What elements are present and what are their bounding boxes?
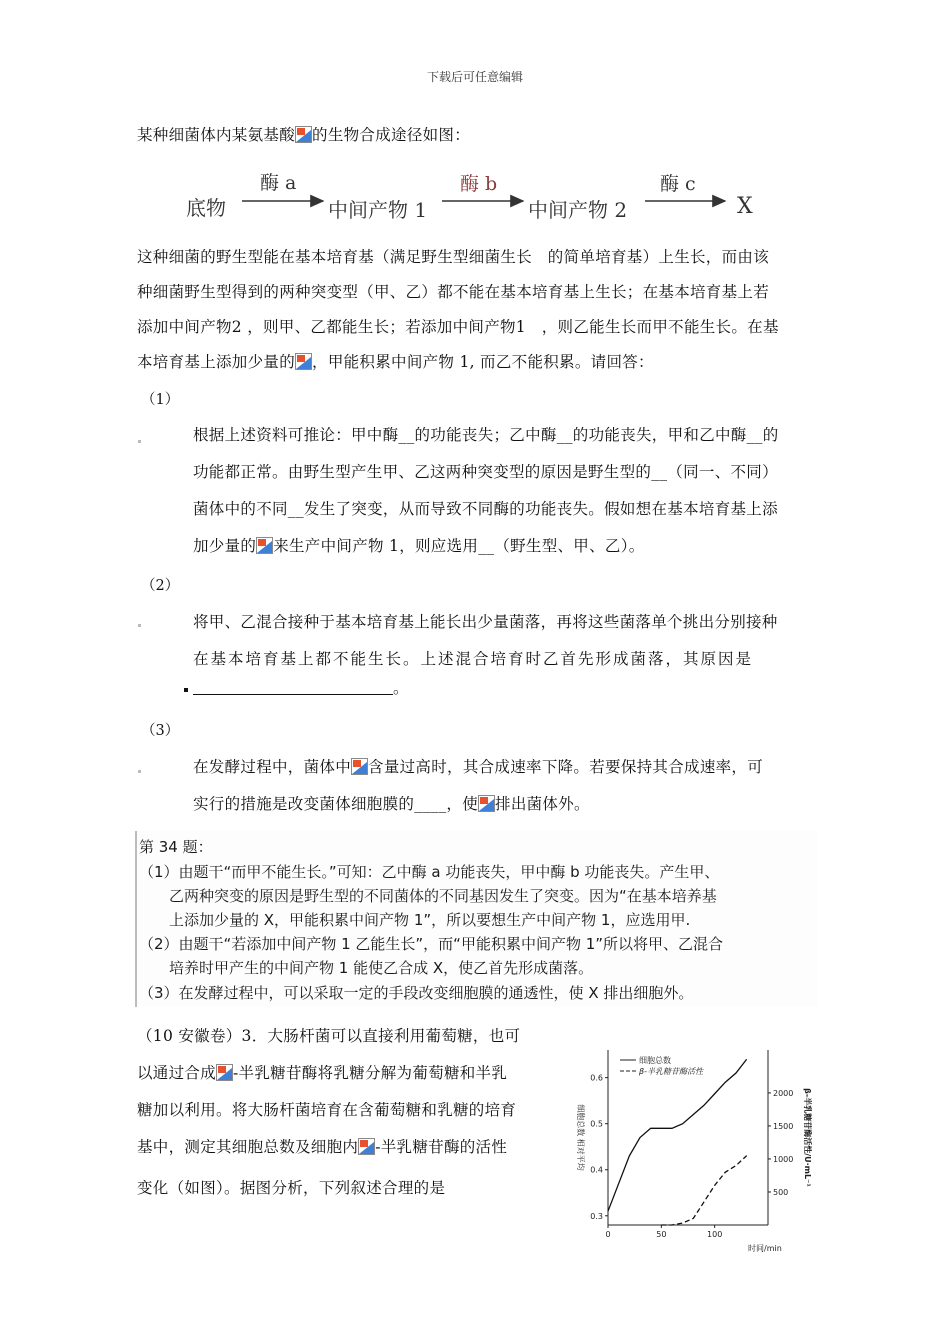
- node-intermediate-1: 中间产物 1: [328, 198, 428, 222]
- y-tick-label: 0.5: [590, 1119, 603, 1129]
- bullet-dot: [138, 624, 141, 627]
- legend-label-enzyme: β-半乳糖苷酶活性: [639, 1067, 703, 1076]
- enzyme-b-label: 酶 b: [460, 173, 498, 195]
- growth-chart: [560, 1040, 820, 1255]
- series-line-enzyme-activity: [661, 1156, 746, 1225]
- next-question-line-3: 糖加以利用。将大肠杆菌培育在含葡萄糖和乳糖的培育: [137, 1101, 517, 1119]
- pathway-diagram: [180, 166, 800, 226]
- next-question-line-5: 变化（如图）。据图分析，下列叙述合理的是: [137, 1179, 446, 1197]
- answer-line-3: 上添加少量的 X，甲能积累中间产物 1”，所以要想生产中间产物 1，应选用甲.: [139, 911, 691, 929]
- paragraph-line-1: 这种细菌的野生型能在基本培育基（满足野生型细菌生长 的简单培育基）上生长，而由该: [137, 248, 770, 266]
- question-2-end: 。: [393, 679, 409, 697]
- y-tick-label: 0.6: [590, 1073, 603, 1083]
- question-3-line-2: [193, 786, 815, 823]
- legend-label-cells: 细胞总数: [639, 1056, 671, 1065]
- answer-line-6: （3）在发酵过程中，可以采取一定的手段改变细胞膜的通透性，使 X 排出细胞外。: [139, 984, 694, 1002]
- bullet-dot: [138, 440, 141, 443]
- y2-tick-label: 1000: [773, 1154, 794, 1164]
- paragraph-line-4-b: ，甲能积累中间产物 1, 而乙不能积累。请回答：: [312, 353, 654, 371]
- y2-tick-label: 2000: [773, 1088, 794, 1098]
- x-axis-label: 时间/min: [748, 1244, 782, 1253]
- question-1-line-4-b: 来生产中间产物 1，则应选用__（野生型、甲、乙）。: [273, 537, 645, 555]
- question-3-number: （3）: [141, 723, 180, 739]
- bullet-dot: [184, 688, 188, 692]
- chart-svg: [560, 1040, 820, 1255]
- y-tick-label: 0.4: [590, 1165, 603, 1175]
- enzyme-c-label: 酶 c: [660, 173, 696, 195]
- paragraph-line-3: 添加中间产物2 ，则甲、乙都能生长；若添加中间产物1 ，则乙能生长而甲不能生长。在基: [137, 318, 779, 336]
- next-question-line-2-b: -半乳糖苷酶将乳糖分解为葡萄糖和半乳: [233, 1064, 508, 1082]
- paragraph-line-4: [137, 345, 654, 380]
- question-1-line-2: 功能都正常。由野生型产生甲、乙这两种突变型的原因是野生型的__（同一、不同）: [193, 463, 778, 481]
- paragraph-line-2: 种细菌野生型得到的两种突变型（甲、乙）都不能在基本培育基上生长；在基本培育基上若: [137, 283, 770, 301]
- missing-image-icon: [295, 126, 312, 143]
- question-3-line-2-a: 实行的措施是改变菌体细胞膜的____，使: [193, 795, 479, 813]
- node-substrate: 底物: [186, 196, 226, 220]
- y-axis-label: 细胞总数 相对平均: [576, 1104, 585, 1171]
- next-question-line-2: [137, 1055, 552, 1092]
- answer-blank-line: [193, 680, 393, 695]
- paragraph-line-4-a: 本培育基上添加少量的: [137, 353, 296, 371]
- x-tick-label: 50: [656, 1230, 667, 1239]
- question-2-answer-blank: [193, 676, 409, 698]
- enzyme-a-label: 酶 a: [260, 172, 297, 194]
- intro-text-after: 的生物合成途径如图：: [312, 126, 471, 144]
- node-x: X: [737, 194, 753, 219]
- missing-image-icon: [358, 1138, 375, 1155]
- bullet-dot: [138, 770, 141, 773]
- question-3-line-2-b: 排出菌体外。: [495, 795, 590, 813]
- x-tick-label: 100: [707, 1230, 723, 1239]
- question-2-number: （2）: [141, 578, 180, 594]
- answer-line-1: （1）由题干“而甲不能生长。”可知：乙中酶 a 功能丧失，甲中酶 b 功能丧失。产生甲、: [139, 863, 720, 881]
- question-3-line-1: [193, 749, 815, 786]
- node-intermediate-2: 中间产物 2: [528, 198, 628, 222]
- y2-tick-label: 500: [773, 1187, 789, 1197]
- question-1-line-4: [193, 528, 815, 565]
- series-line-cell-count: [608, 1059, 747, 1211]
- next-question-line-1: （10 安徽卷）3．大肠杆菌可以直接利用葡萄糖，也可: [137, 1027, 521, 1045]
- next-question-line-4-b: -半乳糖苷酶的活性: [375, 1138, 508, 1156]
- question-2-line-1: 将甲、乙混合接种于基本培育基上能长出少量菌落，再将这些菌落单个挑出分别接种: [193, 613, 778, 631]
- answer-line-2: 乙两种突变的原因是野生型的不同菌体的不同基因发生了突变。因为“在基本培养基: [139, 887, 717, 905]
- answer-box: [135, 831, 817, 1007]
- answer-title: 第 34 题：: [139, 838, 213, 856]
- x-tick-label: 0: [605, 1230, 611, 1239]
- question-1-line-4-a: 加少量的: [193, 537, 257, 555]
- next-question-line-4: [137, 1129, 552, 1166]
- missing-image-icon: [478, 795, 495, 812]
- page-header: 下载后可任意编辑: [426, 70, 523, 84]
- next-question-line-4-a: 基中，测定其细胞总数及细胞内: [137, 1138, 359, 1156]
- y-tick-label: 0.3: [590, 1211, 603, 1221]
- question-1-line-1: 根据上述资料可推论：甲中酶__的功能丧失；乙中酶__的功能丧失，甲和乙中酶__的: [193, 426, 779, 444]
- answer-line-4: （2）由题干“若添加中间产物 1 乙能生长”，而“甲能积累中间产物 1”所以将甲、乙混合: [139, 935, 724, 953]
- question-2-line-2: 在基本培育基上都不能生长。上述混合培育时乙首先形成菌落，其原因是: [193, 650, 754, 668]
- missing-image-icon: [216, 1064, 233, 1081]
- missing-image-icon: [351, 758, 368, 775]
- question-3-line-1-a: 在发酵过程中，菌体中: [193, 758, 352, 776]
- question-3-line-1-b: 含量过高时，其合成速率下降。若要保持其合成速率，可: [368, 758, 764, 776]
- next-question-line-2-a: 以通过合成: [137, 1064, 217, 1082]
- y2-tick-label: 1500: [773, 1121, 794, 1131]
- y2-axis-label: β-半乳糖苷酶活性/U·mL⁻¹: [803, 1088, 812, 1187]
- answer-line-5: 培养时甲产生的中间产物 1 能使乙合成 X，使乙首先形成菌落。: [139, 959, 594, 977]
- missing-image-icon: [256, 537, 273, 554]
- question-1-number: （1）: [141, 392, 180, 408]
- question-1-line-3: 菌体中的不同__发生了突变，从而导致不同酶的功能丧失。假如想在基本培育基上添: [193, 500, 778, 518]
- intro-text-before: 某种细菌体内某氨基酸: [137, 126, 296, 144]
- missing-image-icon: [295, 353, 312, 370]
- intro-line: [137, 118, 470, 153]
